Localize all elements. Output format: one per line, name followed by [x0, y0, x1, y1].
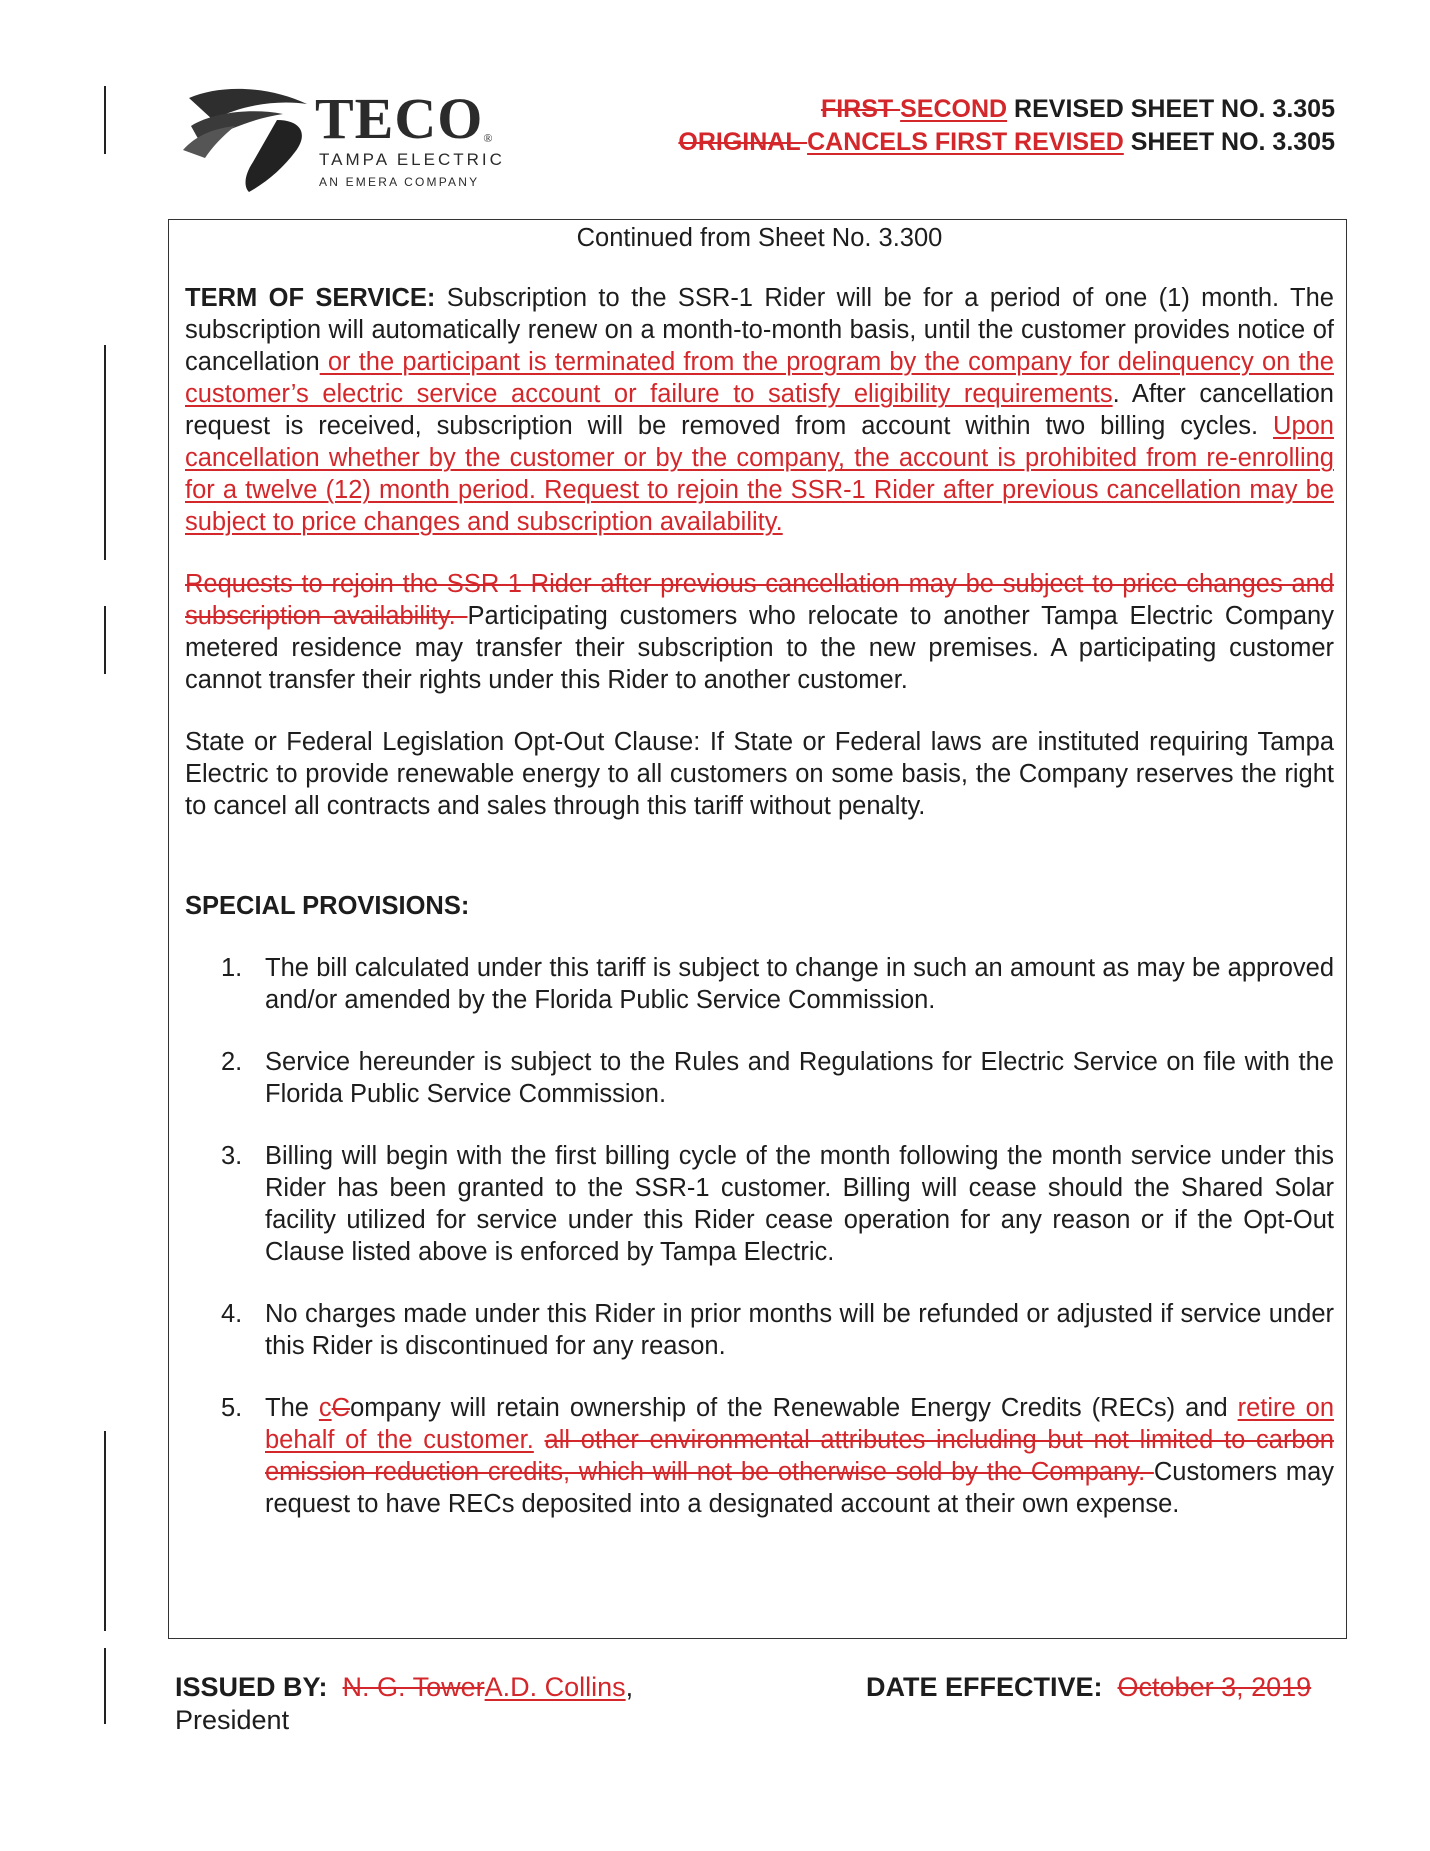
provision-item: 5. The cCompany will retain ownership of the Renewable Energy Credits (RECs) and retire on behalf of the customer. all other environmental attributes including but not limited to carbon emission reduction credits, which will not be otherwise sold by the Company. Customers may request to have RECs deposited into a designated account at their own expense.: [221, 1394, 1335, 1518]
issued-by-label: ISSUED BY:: [175, 1672, 328, 1702]
logo-wordmark: TECO®: [315, 86, 494, 151]
sheet-header: [678, 93, 1335, 159]
provisions-list: [185, 952, 1334, 1520]
date-effective-deleted: October 3, 2019: [1117, 1672, 1312, 1702]
logo-tagline: AN EMERA COMPANY: [319, 175, 480, 189]
sheet-header-line1: FIRST SECOND REVISED SHEET NO. 3.305: [820, 95, 1335, 123]
date-effective-label: DATE EFFECTIVE:: [866, 1672, 1103, 1702]
issuer-deleted: N. G. Tower: [342, 1672, 485, 1702]
change-bar: [104, 1648, 106, 1724]
provision-item: 1. The bill calculated under this tariff is subject to change in such an amount as may be approved and/or amended by the Florida Public Service Commission.: [221, 954, 1334, 1014]
teco-logo-mark-icon: [183, 86, 313, 196]
teco-logo: [183, 86, 583, 196]
change-bar: [104, 345, 106, 560]
change-bar: [104, 606, 106, 674]
provision-item: 2. Service hereunder is subject to the Rules and Regulations for Electric Service on file with the Florida Public Service Commission.: [221, 1048, 1334, 1108]
issuer-title: President: [175, 1705, 290, 1735]
continued-note: Continued from Sheet No. 3.300: [576, 224, 943, 252]
issued-by: ISSUED BY: N. G. TowerA.D. Collins, President: [175, 1672, 634, 1735]
sheet-header-line2: ORIGINAL CANCELS FIRST REVISED SHEET NO. 3.305: [678, 128, 1335, 156]
opt-out-paragraph: State or Federal Legislation Opt-Out Clause: If State or Federal laws are instituted requiring Tampa Electric to provide renewable energy to all customers on some basis, the Company reserves the right to cancel all contracts and sales through this tariff without penalty.: [185, 728, 1334, 820]
date-effective: [866, 1671, 1311, 1704]
term-of-service-paragraph: TERM OF SERVICE: Subscription to the SSR-1 Rider will be for a period of one (1) month. The subscription will automatically renew on a month-to-month basis, until the customer provides notice of cancellation or the participant is terminated from the program by the company for delinquency on the customer’s electric service account or failure to satisfy eligibility requirements. After cancellation request is received, subscription will be removed from account within two billing cycles. Upon cancellation whether by the customer or by the company, the account is prohibited from re-enrolling for a twelve (12) month period. Request to rejoin the SSR-1 Rider after previous cancellation may be subject to price changes and subscription availability.: [185, 284, 1334, 536]
relocate-paragraph: Requests to rejoin the SSR-1 Rider after previous cancellation may be subject to price changes and subscription availability. Participating customers who relocate to another Tampa Electric Company metered residence may transfer their subscription to the new premises. A participating customer cannot transfer their rights under this Rider to another customer.: [185, 570, 1334, 694]
tariff-body: [185, 222, 1334, 1550]
issuer-inserted: A.D. Collins: [484, 1672, 626, 1702]
change-bar: [104, 1431, 106, 1631]
provision-item: 3. Billing will begin with the first billing cycle of the month following the month service under this Rider has been granted to the SSR-1 customer. Billing will cease should the Shared Solar facility utilized for service under this Rider cease operation for any reason or if the Opt-Out Clause listed above is enforced by Tampa Electric.: [221, 1142, 1334, 1266]
special-provisions-heading: SPECIAL PROVISIONS:: [185, 892, 470, 920]
logo-subtitle: TAMPA ELECTRIC: [319, 150, 505, 169]
term-heading: TERM OF SERVICE:: [185, 284, 436, 312]
change-bar: [104, 86, 106, 154]
provision-item: 4. No charges made under this Rider in prior months will be refunded or adjusted if service under this Rider is discontinued for any reason.: [221, 1300, 1334, 1360]
